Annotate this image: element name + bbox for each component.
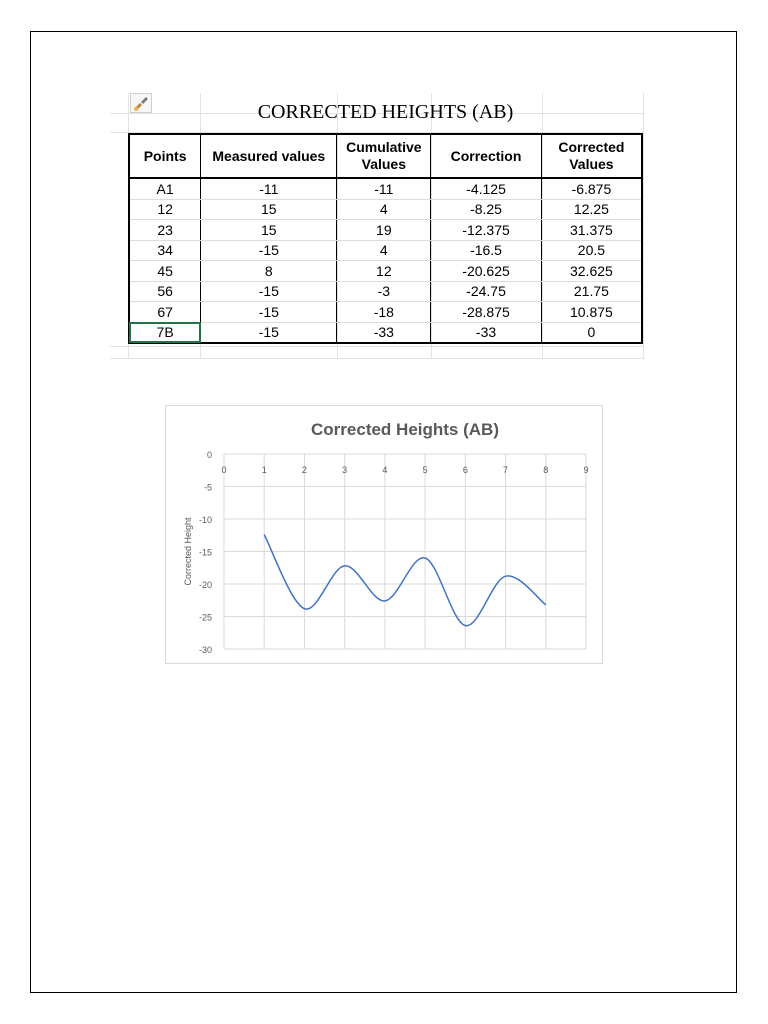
table-cell[interactable]: 12.25: [541, 199, 642, 220]
y-axis-label: Corrected Height: [183, 517, 193, 586]
table-cell[interactable]: -15: [201, 302, 337, 323]
gridline: [110, 346, 645, 347]
header-correction[interactable]: Correction: [431, 134, 542, 178]
table-cell[interactable]: 0: [541, 322, 642, 343]
table-cell[interactable]: -15: [201, 240, 337, 261]
table-cell[interactable]: 19: [337, 220, 431, 241]
table-cell[interactable]: -28.875: [431, 302, 542, 323]
table-row: [129, 322, 642, 343]
y-tick-label: -25: [198, 612, 212, 623]
table-cell[interactable]: -24.75: [431, 281, 542, 302]
y-tick-label: -5: [203, 482, 212, 493]
table-cell[interactable]: 8: [201, 261, 337, 282]
table-row: [129, 240, 642, 261]
table-cell[interactable]: -12.375: [431, 220, 542, 241]
table-cell[interactable]: 4: [337, 199, 431, 220]
table-cell[interactable]: -16.5: [431, 240, 542, 261]
series-line: [264, 535, 546, 626]
table-cell[interactable]: 23: [129, 220, 201, 241]
table-cell[interactable]: -6.875: [541, 178, 642, 199]
table-row: [129, 302, 642, 323]
table-cell[interactable]: 45: [129, 261, 201, 282]
y-tick-label: 0: [206, 450, 212, 460]
table-cell[interactable]: -15: [201, 322, 337, 343]
y-tick-label: -10: [198, 515, 212, 525]
table-cell[interactable]: 15: [201, 199, 337, 220]
table-cell[interactable]: -18: [337, 302, 431, 323]
x-tick-label: 7: [503, 465, 509, 475]
header-points[interactable]: Points: [129, 134, 201, 178]
header-measured-values[interactable]: Measured values: [201, 134, 337, 178]
corrected-heights-chart: [166, 406, 602, 663]
chart-title: Corrected Heights (AB): [311, 420, 499, 439]
sheet-title: CORRECTED HEIGHTS (AB): [257, 101, 514, 123]
x-tick-label: 1: [261, 465, 267, 475]
table-cell[interactable]: 20.5: [541, 240, 642, 261]
table-cell[interactable]: 12: [337, 261, 431, 282]
table-cell[interactable]: -11: [337, 178, 431, 199]
header-corrected-values[interactable]: Corrected Values: [541, 134, 642, 178]
table-cell[interactable]: -15: [201, 281, 337, 302]
table-cell[interactable]: 56: [129, 281, 201, 302]
table-cell[interactable]: -20.625: [431, 261, 542, 282]
y-tick-label: -30: [198, 645, 212, 655]
table-header-row: [129, 134, 642, 178]
table-cell[interactable]: -11: [201, 178, 337, 199]
table-row: [129, 199, 642, 220]
y-tick-label: -15: [198, 547, 212, 558]
table-cell[interactable]: -4.125: [431, 178, 542, 199]
table-cell[interactable]: 67: [129, 302, 201, 323]
x-tick-label: 0: [221, 465, 227, 475]
table-row: [129, 178, 642, 199]
gridline: [110, 358, 645, 359]
corrected-heights-table: [128, 133, 643, 344]
table-cell[interactable]: 34: [129, 240, 201, 261]
table-cell[interactable]: 7B: [129, 322, 201, 343]
table-cell[interactable]: A1: [129, 178, 201, 199]
table-cell[interactable]: 32.625: [541, 261, 642, 282]
table-cell[interactable]: -33: [431, 322, 542, 343]
chart-container[interactable]: [165, 405, 603, 664]
table-cell[interactable]: -8.25: [431, 199, 542, 220]
x-tick-label: 4: [382, 465, 388, 475]
table-row: [129, 281, 642, 302]
table-cell[interactable]: 31.375: [541, 220, 642, 241]
table-cell[interactable]: 4: [337, 240, 431, 261]
x-tick-label: 6: [462, 465, 468, 475]
x-tick-label: 9: [583, 465, 589, 475]
x-tick-label: 5: [422, 465, 428, 475]
table-cell[interactable]: 10.875: [541, 302, 642, 323]
header-cumulative-values[interactable]: Cumulative Values: [337, 134, 431, 178]
table-cell[interactable]: 15: [201, 220, 337, 241]
y-tick-label: -20: [198, 580, 212, 590]
table-cell[interactable]: 12: [129, 199, 201, 220]
x-tick-label: 8: [543, 465, 549, 475]
table-row: [129, 220, 642, 241]
table-row: [129, 261, 642, 282]
gridline: [643, 93, 644, 358]
x-tick-label: 2: [301, 465, 307, 475]
x-tick-label: 3: [342, 465, 348, 475]
table-cell[interactable]: 21.75: [541, 281, 642, 302]
table-cell[interactable]: -33: [337, 322, 431, 343]
table-cell[interactable]: -3: [337, 281, 431, 302]
